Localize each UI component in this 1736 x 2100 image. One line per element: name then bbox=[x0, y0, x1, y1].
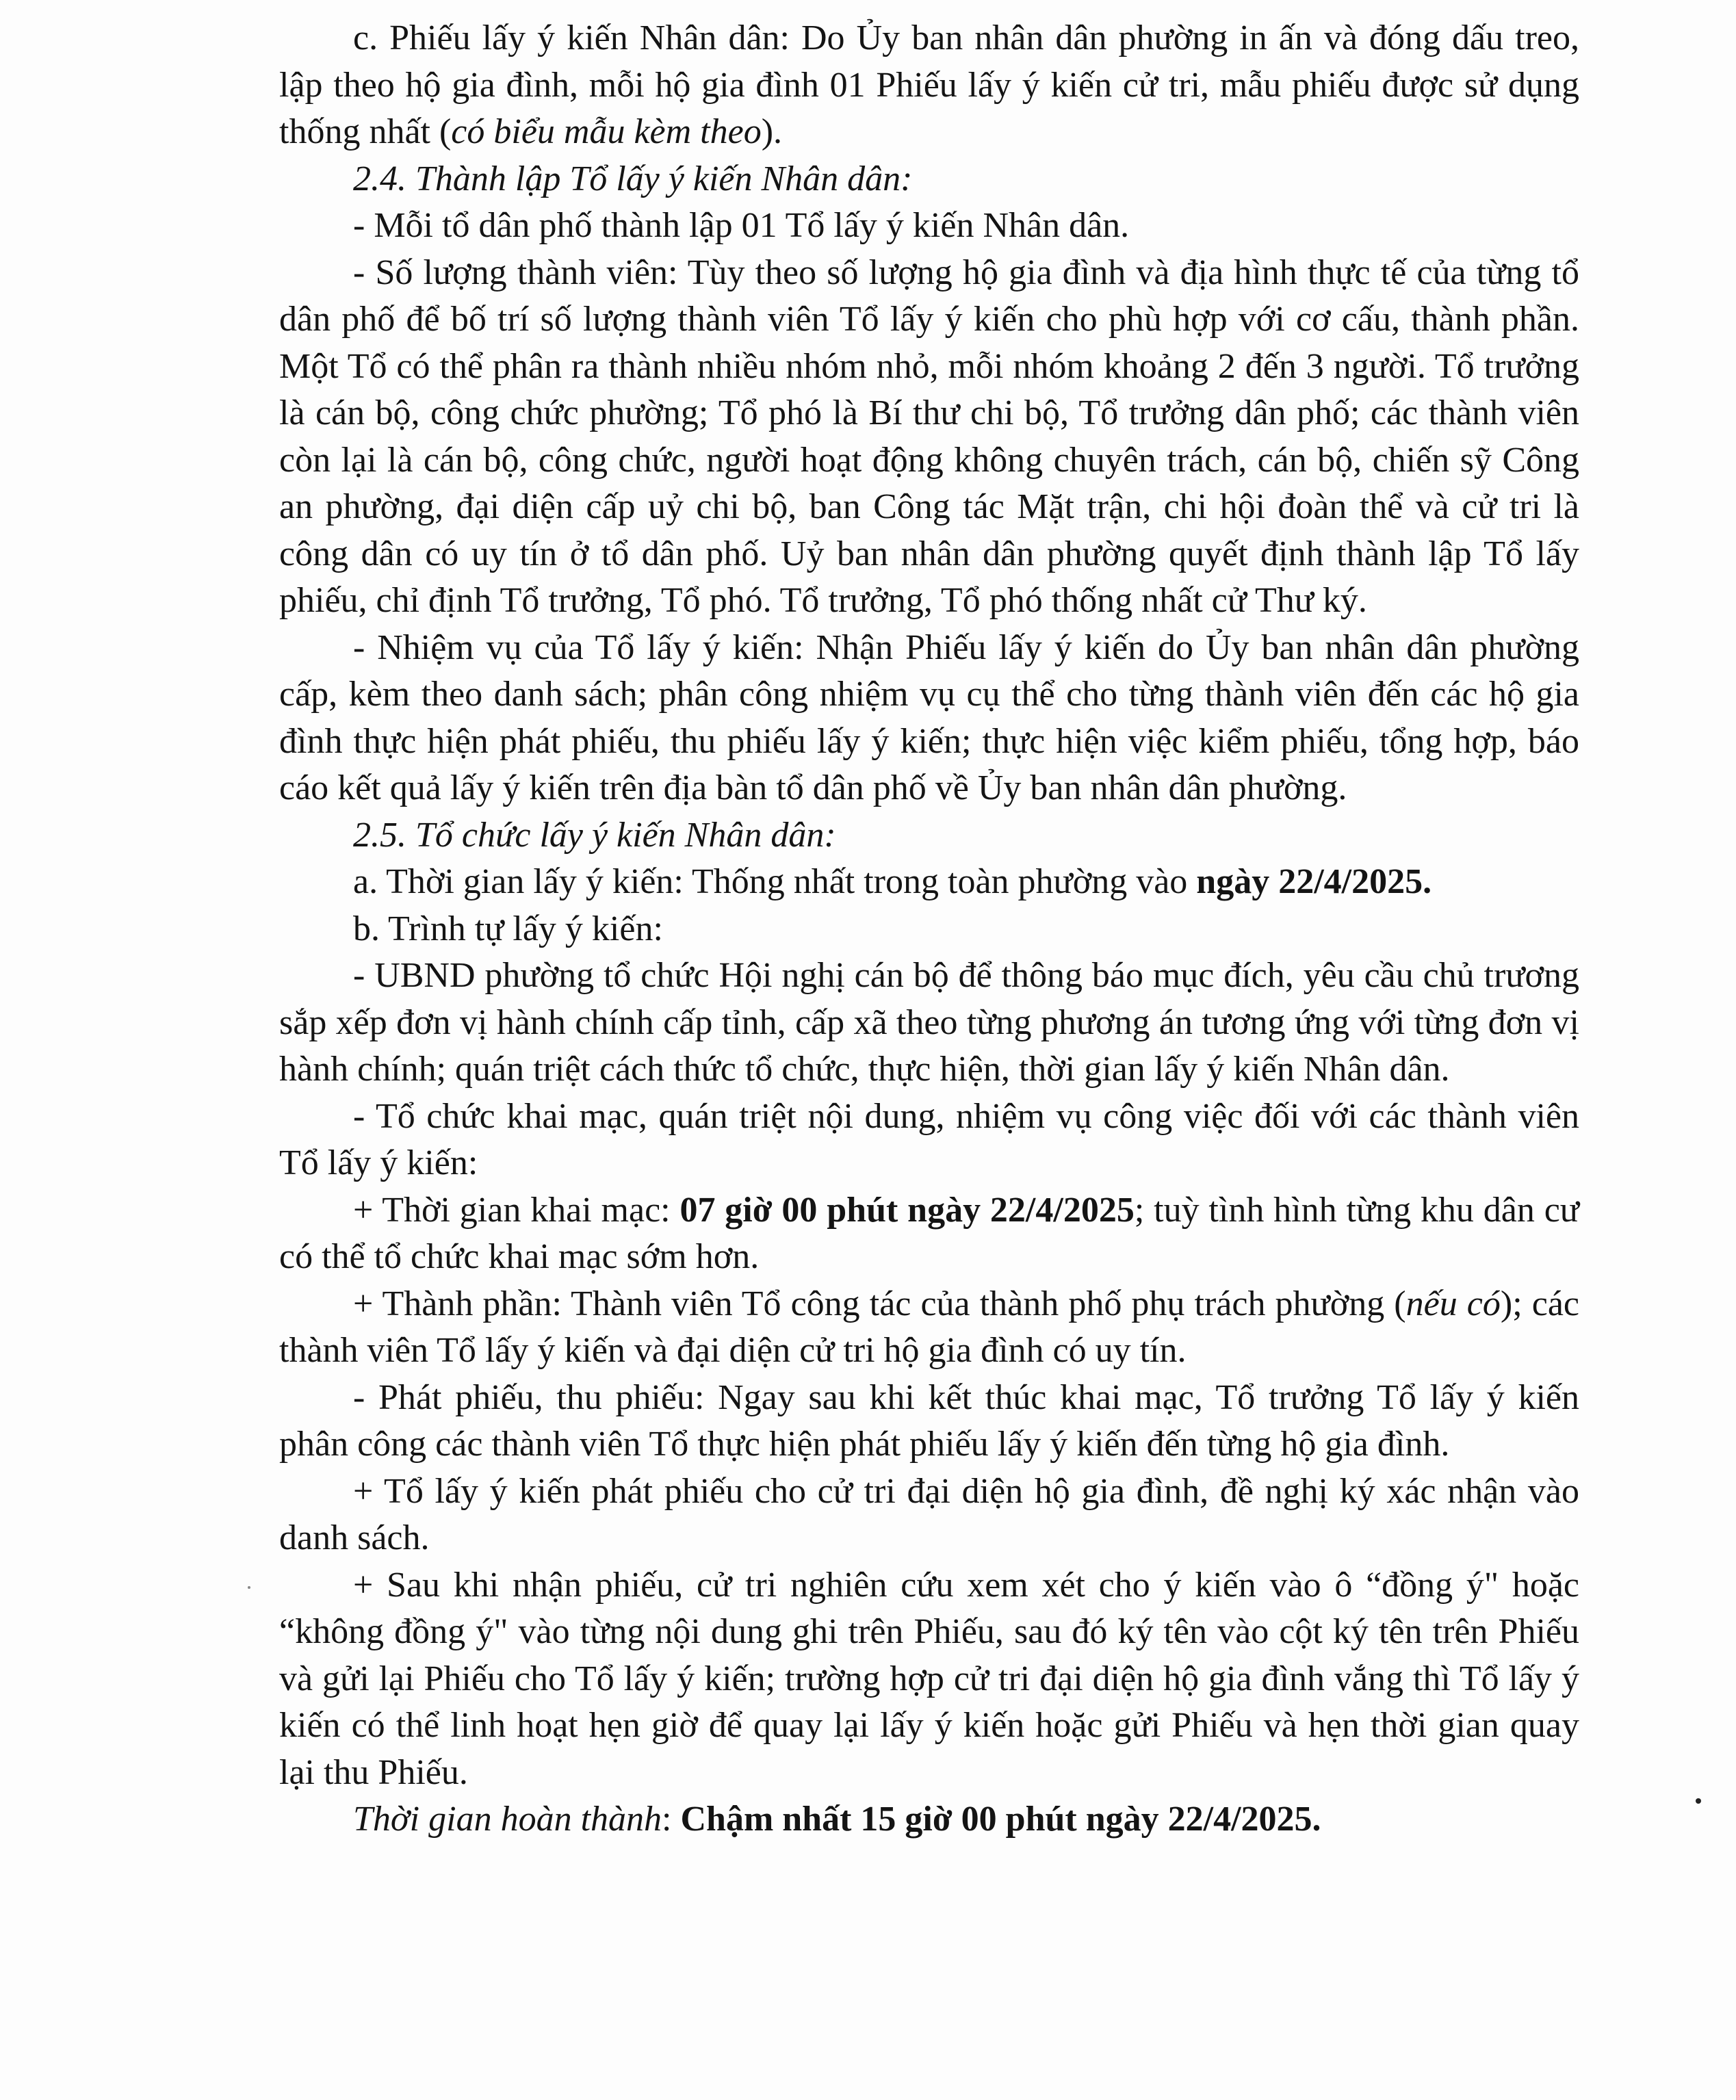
bold-date: ngày 22/4/2025. bbox=[1196, 862, 1432, 901]
heading-2-4: 2.4. Thành lập Tổ lấy ý kiến Nhân dân: bbox=[353, 159, 913, 198]
scan-speck bbox=[1696, 1798, 1701, 1804]
document-body bbox=[279, 15, 1579, 1843]
paragraph-hoan-thanh: Thời gian hoàn thành: Chậm nhất 15 giờ 00 phút ngày 22/4/2025. bbox=[353, 1800, 1321, 1839]
paragraph-2-5-b: b. Trình tự lấy ý kiến: bbox=[353, 909, 663, 948]
paragraph-phat-phieu: - Phát phiếu, thu phiếu: Ngay sau khi kết thúc khai mạc, Tổ trưởng Tổ lấy ý kiến phân công các thành viên Tổ thực hiện phát phiếu lấy ý kiến đến từng hộ gia đình. bbox=[279, 1377, 1579, 1464]
paragraph-ubnd: - UBND phường tổ chức Hội nghị cán bộ để thông báo mục đích, yêu cầu chủ trương sắp xếp đơn vị hành chính cấp tỉnh, cấp xã theo từng phương án tương ứng với từng đơn vị hành chính; quán triệt cách thức tổ chức, thực hiện, thời gian lấy ý kiến Nhân dân. bbox=[279, 956, 1579, 1089]
bold-time: 07 giờ 00 phút ngày 22/4/2025 bbox=[679, 1190, 1135, 1230]
italic-label: Thời gian hoàn thành bbox=[353, 1800, 662, 1839]
italic-neu-co: nếu có bbox=[1405, 1284, 1501, 1323]
bold-deadline: Chậm nhất 15 giờ 00 phút ngày 22/4/2025. bbox=[680, 1800, 1321, 1839]
paragraph-sau-khi-nhan: + Sau khi nhận phiếu, cử tri nghiên cứu xem xét cho ý kiến vào ô “đồng ý" hoặc “không đồng ý" vào từng nội dung ghi trên Phiếu, sau đó ký tên vào cột ký tên trên Phiếu và gửi lại Phiếu cho Tổ lấy ý kiến; trường hợp cử tri đại diện hộ gia đình vắng thì Tổ lấy ý kiến có thể linh hoạt hẹn giờ để quay lại lấy ý kiến hoặc gửi Phiếu và hẹn thời gian quay lại thu Phiếu. bbox=[279, 1565, 1579, 1792]
paragraph-2-4-c: - Nhiệm vụ của Tổ lấy ý kiến: Nhận Phiếu lấy ý kiến do Ủy ban nhân dân phường cấp, kèm theo danh sách; phân công nhiệm vụ cụ thể cho từng thành viên đến các hộ gia đình thực hiện phát phiếu, thu phiếu lấy ý kiến; thực hiện việc kiểm phiếu, tổng hợp, báo cáo kết quả lấy ý kiến trên địa bàn tổ dân phố về Ủy ban nhân dân phường. bbox=[279, 627, 1579, 807]
paragraph-thanh-phan: + Thành phần: Thành viên Tổ công tác của thành phố phụ trách phường (nếu có); các thành viên Tổ lấy ý kiến và đại diện cử tri hộ gia đình có uy tín. bbox=[279, 1284, 1579, 1370]
paragraph-2-4-b: - Số lượng thành viên: Tùy theo số lượng hộ gia đình và địa hình thực tế của từng tổ dân phố để bố trí số lượng thành viên Tổ lấy ý kiến cho phù hợp với cơ cấu, thành phần. Một Tổ có thể phân ra thành nhiều nhóm nhỏ, mỗi nhóm khoảng 2 đến 3 người. Tổ trưởng là cán bộ, công chức phường; Tổ phó là Bí thư chi bộ, Tổ trưởng dân phố; các thành viên còn lại là cán bộ, công chức, người hoạt động không chuyên trách, cán bộ, chiến sỹ Công an phường, đại diện cấp uỷ chi bộ, ban Công tác Mặt trận, chi hội đoàn thể và cử tri là công dân có uy tín ở tổ dân phố. Uỷ ban nhân dân phường quyết định thành lập Tổ lấy phiếu, chỉ định Tổ trưởng, Tổ phó. Tổ trưởng, Tổ phó thống nhất cử Thư ký. bbox=[279, 252, 1579, 620]
italic-note: có biểu mẫu kèm theo bbox=[451, 112, 762, 151]
paragraph-khai-mac: - Tổ chức khai mạc, quán triệt nội dung, nhiệm vụ công việc đối với các thành viên Tổ lấy ý kiến: bbox=[279, 1096, 1579, 1182]
paragraph-thoi-gian-khai-mac: + Thời gian khai mạc: 07 giờ 00 phút ngày 22/4/2025; tuỳ tình hình từng khu dân cư có thể tổ chức khai mạc sớm hơn. bbox=[279, 1190, 1579, 1276]
heading-2-5: 2.5. Tổ chức lấy ý kiến Nhân dân: bbox=[353, 815, 836, 855]
paragraph-2-5-a: a. Thời gian lấy ý kiến: Thống nhất trong toàn phường vào ngày 22/4/2025. bbox=[353, 862, 1432, 901]
paragraph-ballot: c. Phiếu lấy ý kiến Nhân dân: Do Ủy ban nhân dân phường in ấn và đóng dấu treo, lập theo hộ gia đình, mỗi hộ gia đình 01 Phiếu lấy ý kiến cử tri, mẫu phiếu được sử dụng thống nhất (có biểu mẫu kèm theo). bbox=[279, 18, 1579, 151]
scan-speck bbox=[248, 1586, 250, 1589]
paragraph-to-lay-y-kien: + Tổ lấy ý kiến phát phiếu cho cử tri đại diện hộ gia đình, đề nghị ký xác nhận vào danh sách. bbox=[279, 1471, 1579, 1557]
paragraph-2-4-a: - Mỗi tổ dân phố thành lập 01 Tổ lấy ý kiến Nhân dân. bbox=[353, 206, 1130, 245]
